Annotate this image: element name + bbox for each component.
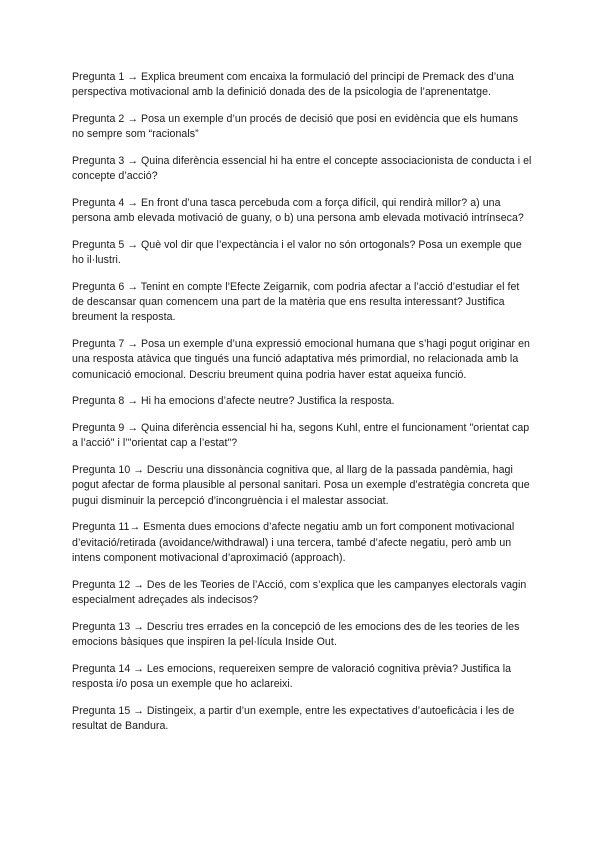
- question-7: Pregunta 7 → Posa un exemple d’una expressió emocional humana que s’hagi pogut originar en una resposta atàvica que tingués una funció adaptativa més primordial, no relacionada amb la comunicació emocional. Descriu breument quina podria haver estat aqueixa funció.: [72, 338, 530, 381]
- question-13: Pregunta 13 → Descriu tres errades en la concepció de les emocions des de les teories de les emocions bàsiques que inspiren la pel·lícula Inside Out.: [72, 620, 520, 648]
- question-1: Pregunta 1 → Explica breument com encaixa la formulació del principi de Premack des d’una perspectiva motivacional amb la definició donada des de la psicologia de l’aprenentatge.: [72, 71, 514, 99]
- question-2: Pregunta 2 → Posa un exemple d’un procés de decisió que posi en evidència que els humans no sempre som “racionals”: [72, 113, 519, 141]
- question-4: Pregunta 4 → En front d’una tasca percebuda com a força difícil, qui rendirà millor? a) una persona amb elevada motivació de guany, o b) una persona amb elevada motivació intrínseca?: [72, 197, 524, 225]
- question-6: Pregunta 6 → Tenint en compte l’Efecte Zeigarnik, com podria afectar a l’acció d’estudiar el fet de descansar quan comencem una part de la matèria que ens resulta interessant? Justifica breument la resposta.: [72, 281, 520, 324]
- question-10: Pregunta 10 → Descriu una dissonància cognitiva que, al llarg de la passada pandèmia, hagi pogut afectar de forma plausible al personal sanitari. Posa un exemple d’estratègia concreta que pugui disminuir la percepció d’incongruència i el malestar associat.: [72, 464, 530, 507]
- question-14: Pregunta 14 → Les emocions, requereixen sempre de valoració cognitiva prèvia? Justifica la resposta i/o posa un exemple que ho aclareixi.: [72, 662, 512, 690]
- question-5: Pregunta 5 → Què vol dir que l’expectància i el valor no són ortogonals? Posa un exemple que ho il·lustri.: [72, 239, 522, 267]
- question-12: Pregunta 12 → Des de les Teories de l’Acció, com s’explica que les campanyes electorals vagin especialment adreçades als indecisos?: [72, 578, 527, 606]
- question-8: Pregunta 8 → Hi ha emocions d’afecte neutre? Justifica la resposta.: [72, 395, 395, 408]
- question-list: [72, 70, 532, 746]
- question-3: Pregunta 3 → Quina diferència essencial hi ha entre el concepte associacionista de conducta i el concepte d’acció?: [72, 155, 532, 183]
- question-11: Pregunta 11→ Esmenta dues emocions d’afecte negatiu amb un fort component motivacional d’evitació/retirada (avoidance/withdrawal) i una tercera, també d’afecte negatiu, però amb un intens component motivacional d’aproximació (approach).: [72, 521, 515, 564]
- question-15: Pregunta 15 → Distingeix, a partir d’un exemple, entre les expectatives d’autoeficàcia i les de resultat de Bandura.: [72, 704, 515, 732]
- question-9: Pregunta 9 → Quina diferència essencial hi ha, segons Kuhl, entre el funcionament "orientat cap a l’acció" i l’"orientat cap a l’estat"?: [72, 422, 530, 450]
